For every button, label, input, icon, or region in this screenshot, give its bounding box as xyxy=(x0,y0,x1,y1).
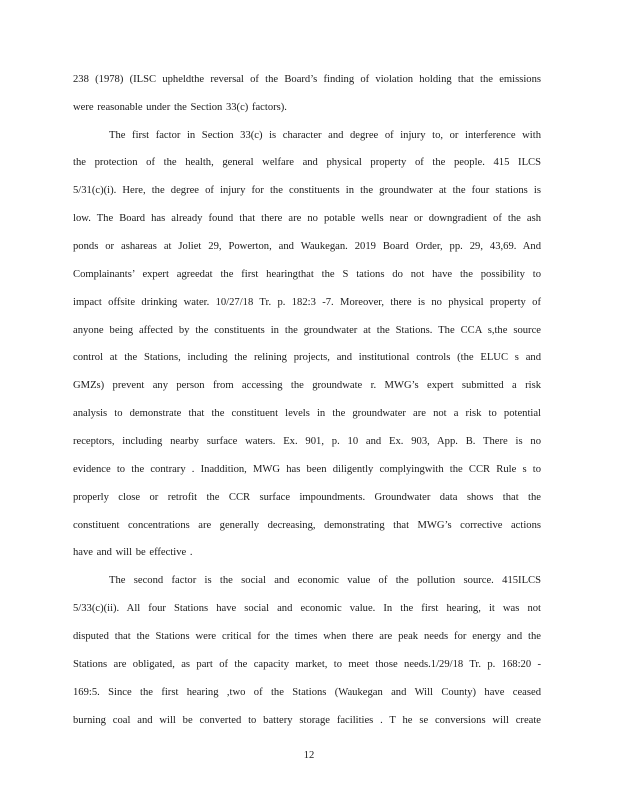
text-line: Stations are obligated, as part of the capacity market, to meet those needs.1/29/18 Tr. p. 168:20 - xyxy=(73,659,541,670)
text-line: analysis to demonstrate that the constituent levels in the groundwater are not a risk to potential xyxy=(73,408,541,419)
text-line: Complainants’ expert agreedat the first hearingthat the S tations do not have the possibility to xyxy=(73,269,541,280)
text-line: anyone being affected by the constituents in the groundwater at the Stations. The CCA s,the source xyxy=(73,325,541,336)
text-line: evidence to the contrary . Inaddition, MWG has been diligently complyingwith the CCR Rule s to xyxy=(73,464,541,475)
text-line: control at the Stations, including the relining projects, and institutional controls (the ELUC s and xyxy=(73,352,541,363)
text-line: The first factor in Section 33(c) is character and degree of injury to, or interference with xyxy=(109,130,541,141)
text-line: constituent concentrations are generally decreasing, demonstrating that MWG’s corrective actions xyxy=(73,520,541,531)
text-line: properly close or retrofit the CCR surface impoundments. Groundwater data shows that the xyxy=(73,492,541,503)
text-line: 5/33(c)(ii). All four Stations have social and economic value. In the first hearing, it was not xyxy=(73,603,541,614)
text-line: receptors, including nearby surface waters. Ex. 901, p. 10 and Ex. 903, App. B. There is no xyxy=(73,436,541,447)
text-line: low. The Board has already found that there are no potable wells near or downgradient of the ash xyxy=(73,213,541,224)
text-line: were reasonable under the Section 33(c) factors). xyxy=(73,102,287,113)
text-line: burning coal and will be converted to battery storage facilities . T he se conversions will create xyxy=(73,715,541,726)
text-line: 238 (1978) (ILSC upheldthe reversal of the Board’s finding of violation holding that the emissions xyxy=(73,74,541,85)
text-line: The second factor is the social and economic value of the pollution source. 415ILCS xyxy=(109,575,541,586)
text-line: ponds or ashareas at Joliet 29, Powerton, and Waukegan. 2019 Board Order, pp. 29, 43,69. And xyxy=(73,241,541,252)
text-line: GMZs) prevent any person from accessing the groundwate r. MWG’s expert submitted a risk xyxy=(73,380,541,391)
text-line: the protection of the health, general welfare and physical property of the people. 415 ILCS xyxy=(73,157,541,168)
text-line: impact offsite drinking water. 10/27/18 Tr. p. 182:3 -7. Moreover, there is no physical property of xyxy=(73,297,541,308)
text-line: 5/31(c)(i). Here, the degree of injury for the constituents in the groundwater at the four stations is xyxy=(73,185,541,196)
text-line: have and will be effective . xyxy=(73,547,193,558)
page-number: 12 xyxy=(303,750,315,761)
text-line: 169:5. Since the first hearing ,two of the Stations (Waukegan and Will County) have ceased xyxy=(73,687,541,698)
text-line: disputed that the Stations were critical for the times when there are peak needs for energy and the xyxy=(73,631,541,642)
